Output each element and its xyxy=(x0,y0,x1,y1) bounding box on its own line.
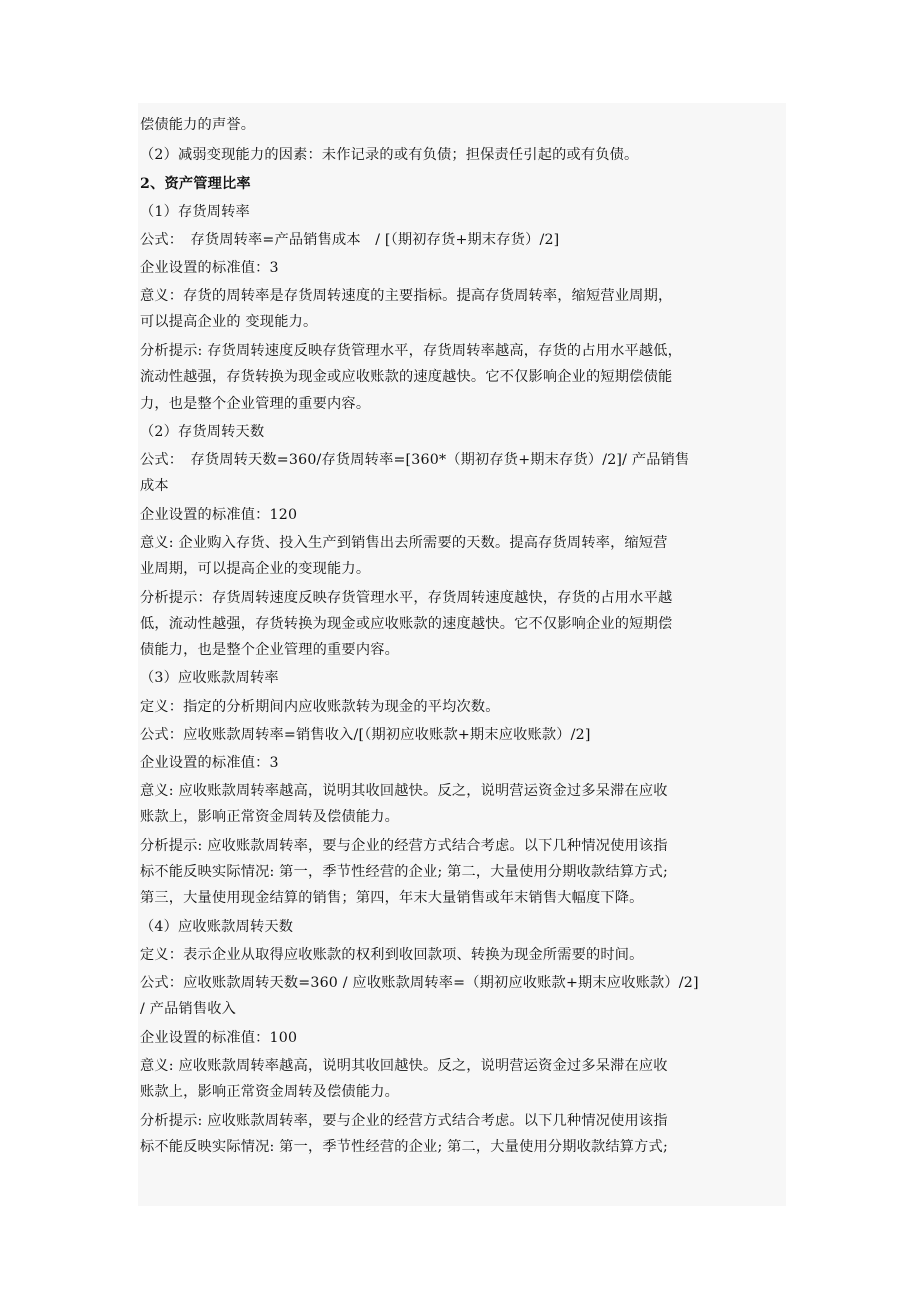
text-line: （4）应收账款周转天数 xyxy=(140,919,294,935)
text-line: （1）存货周转率 xyxy=(140,204,250,220)
text-line: 定义：指定的分析期间内应收账款转为现金的平均次数。 xyxy=(140,699,500,715)
document-body xyxy=(138,103,786,1206)
text-line: 偿债能力的声誉。 xyxy=(140,117,256,133)
text-line: 流动性越强，存货转换为现金或应收账款的速度越快。它不仅影响企业的短期偿债能 xyxy=(140,369,673,385)
text-line: / 产品销售收入 xyxy=(140,1001,237,1017)
section-heading: 2、资产管理比率 xyxy=(140,176,251,192)
text-line: 账款上，影响正常资金周转及偿债能力。 xyxy=(140,1084,399,1100)
text-line: 债能力，也是整个企业管理的重要内容。 xyxy=(140,642,399,658)
text-line: 标不能反映实际情况: 第一，季节性经营的企业; 第二，大量使用分期收款结算方式; xyxy=(140,864,668,880)
text-line: 分析提示: 应收账款周转率，要与企业的经营方式结合考虑。以下几种情况使用该指 xyxy=(140,1113,668,1129)
text-line: （3）应收账款周转率 xyxy=(140,670,279,686)
text-line: 公式： 存货周转天数=360/存货周转率=[360*（期初存货+期末存货）/2]/ 产品销售 xyxy=(140,452,690,468)
text-line: 低，流动性越强，存货转换为现金或应收账款的速度越快。它不仅影响企业的短期偿 xyxy=(140,616,673,632)
text-line: （2）减弱变现能力的因素：未作记录的或有负债；担保责任引起的或有负债。 xyxy=(140,147,639,163)
text-line: 定义：表示企业从取得应收账款的权利到收回款项、转换为现金所需要的时间。 xyxy=(140,947,644,963)
text-line: 力，也是整个企业管理的重要内容。 xyxy=(140,396,371,412)
text-line: 成本 xyxy=(140,478,169,494)
text-line: 可以提高企业的 变现能力。 xyxy=(140,314,318,330)
text-line: 分析提示: 存货周转速度反映存货管理水平，存货周转率越高，存货的占用水平越低， xyxy=(140,343,683,359)
text-line: 意义：存货的周转率是存货周转速度的主要指标。提高存货周转率，缩短营业周期， xyxy=(140,288,673,304)
text-line: 企业设置的标准值：120 xyxy=(140,507,298,523)
text-line: 意义: 企业购入存货、投入生产到销售出去所需要的天数。提高存货周转率，缩短营 xyxy=(140,535,668,551)
text-line: 分析提示: 应收账款周转率，要与企业的经营方式结合考虑。以下几种情况使用该指 xyxy=(140,838,668,854)
text-line: 公式： 存货周转率=产品销售成本 / [（期初存货+期末存货）/2] xyxy=(140,232,560,248)
text-line: （2）存货周转天数 xyxy=(140,424,265,440)
text-line: 业周期，可以提高企业的变现能力。 xyxy=(140,561,371,577)
text-line: 公式：应收账款周转天数=360 / 应收账款周转率=（期初应收账款+期末应收账款）/2] xyxy=(140,975,699,991)
text-line: 意义: 应收账款周转率越高，说明其收回越快。反之，说明营运资金过多呆滞在应收 xyxy=(140,1058,668,1074)
text-line: 公式：应收账款周转率=销售收入/[（期初应收账款+期末应收账款）/2] xyxy=(140,727,591,743)
text-line: 企业设置的标准值：100 xyxy=(140,1030,298,1046)
text-line: 意义: 应收账款周转率越高，说明其收回越快。反之，说明营运资金过多呆滞在应收 xyxy=(140,783,668,799)
text-line: 第三，大量使用现金结算的销售；第四，年末大量销售或年末销售大幅度下降。 xyxy=(140,890,644,906)
text-line: 企业设置的标准值：3 xyxy=(140,755,279,771)
text-line: 企业设置的标准值：3 xyxy=(140,260,279,276)
text-line: 分析提示：存货周转速度反映存货管理水平，存货周转速度越快，存货的占用水平越 xyxy=(140,590,673,606)
text-line: 账款上，影响正常资金周转及偿债能力。 xyxy=(140,809,399,825)
text-line: 标不能反映实际情况: 第一，季节性经营的企业; 第二，大量使用分期收款结算方式; xyxy=(140,1139,668,1155)
